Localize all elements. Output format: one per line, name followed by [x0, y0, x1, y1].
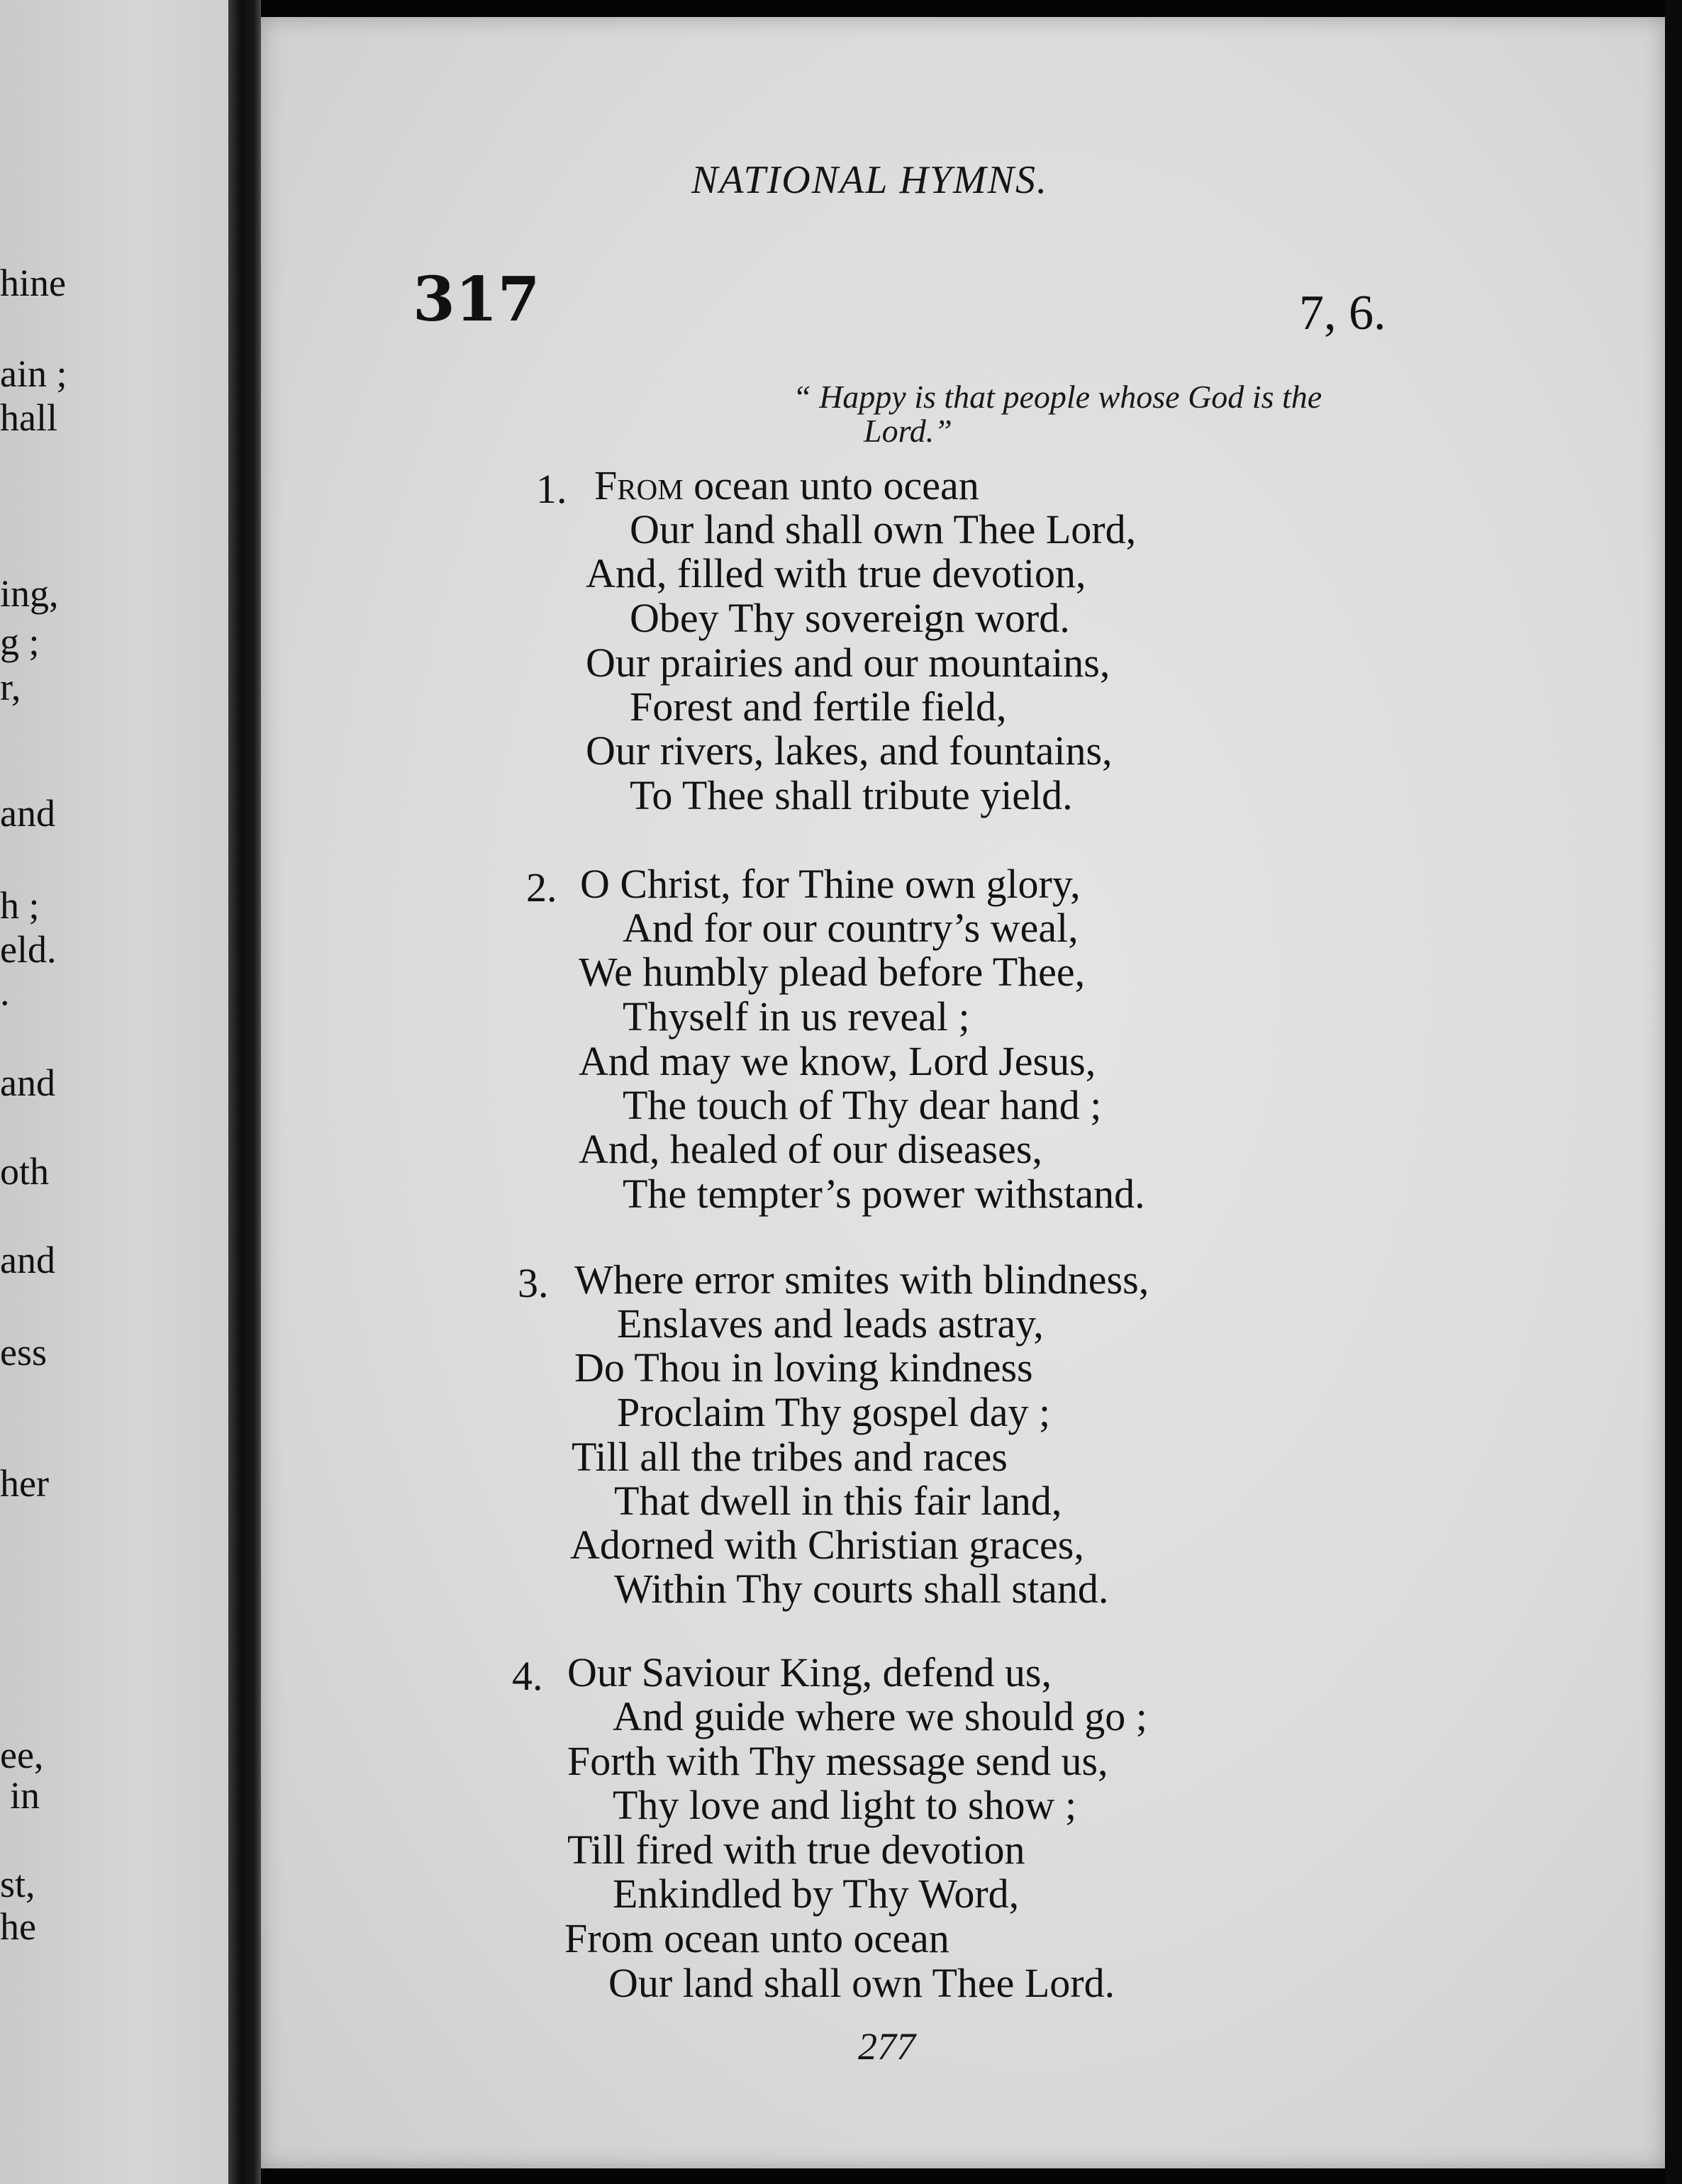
- running-head: NATIONAL HYMNS.: [691, 158, 1048, 202]
- verse-line: And, filled with true devotion,: [586, 550, 1086, 596]
- verse-lead-word: From: [594, 462, 684, 508]
- verse-number: 1.: [536, 466, 567, 512]
- verse-line: And for our country’s weal,: [623, 905, 1079, 951]
- verse-line: Adorned with Christian graces,: [570, 1522, 1084, 1568]
- left-page-edge: [0, 0, 228, 2184]
- verse-line: Thy love and light to show ;: [613, 1782, 1077, 1828]
- verse-line-text: ocean unto ocean: [683, 462, 979, 508]
- verse-line: Our prairies and our mountains,: [586, 640, 1110, 686]
- left-fragment: h ;: [0, 884, 40, 927]
- left-fragment: he: [0, 1905, 36, 1948]
- left-fragment: hall: [0, 396, 57, 439]
- verse-line: Enkindled by Thy Word,: [613, 1871, 1020, 1917]
- left-fragment: and: [0, 792, 55, 835]
- verse-line: Our Saviour King, defend us,: [567, 1649, 1052, 1695]
- verse-line: The touch of Thy dear hand ;: [623, 1082, 1102, 1128]
- meter: 7, 6.: [1299, 286, 1386, 340]
- epigraph-line-1: “ Happy is that people whose God is the: [793, 379, 1322, 415]
- left-fragment: in: [10, 1774, 40, 1817]
- verse-line: Our land shall own Thee Lord.: [608, 1960, 1115, 2006]
- verse-line: Till all the tribes and races: [572, 1434, 1008, 1480]
- epigraph-line-2: Lord.”: [864, 413, 952, 450]
- verse-line: The tempter’s power withstand.: [623, 1171, 1145, 1217]
- left-fragment: her: [0, 1462, 49, 1505]
- verse-line: Within Thy courts shall stand.: [614, 1566, 1109, 1612]
- verse-line: From ocean unto ocean: [564, 1915, 949, 1961]
- left-fragment: oth: [0, 1150, 50, 1193]
- verse-number: 2.: [526, 864, 557, 910]
- hymn-number: 317: [413, 264, 540, 335]
- verse-line: And may we know, Lord Jesus,: [579, 1038, 1096, 1084]
- verse-number: 3.: [518, 1260, 549, 1306]
- epigraph: [793, 380, 1431, 449]
- verse-line: And guide where we should go ;: [613, 1693, 1147, 1739]
- verse-line: Forest and fertile field,: [630, 684, 1007, 730]
- verse-number: 4.: [512, 1653, 543, 1699]
- left-fragment: and: [0, 1062, 55, 1104]
- left-fragment: ee,: [0, 1734, 44, 1776]
- left-fragment: ain ;: [0, 352, 67, 395]
- left-fragment: eld.: [0, 928, 57, 971]
- left-fragment: and: [0, 1239, 55, 1281]
- page-edge-shadow: [1665, 0, 1682, 2184]
- verse-line: And, healed of our diseases,: [579, 1126, 1042, 1172]
- verse-line: Obey Thy sovereign word.: [630, 595, 1070, 641]
- verse-line: Forth with Thy message send us,: [567, 1738, 1108, 1784]
- verse-line: [594, 462, 979, 508]
- verse-line: Thyself in us reveal ;: [623, 993, 970, 1040]
- verse-line: O Christ, for Thine own glory,: [580, 861, 1081, 907]
- left-fragment: .: [0, 971, 10, 1013]
- left-fragment: st,: [0, 1863, 35, 1905]
- verse-line: To Thee shall tribute yield.: [630, 772, 1073, 818]
- verse-line: Where error smites with blindness,: [574, 1257, 1149, 1303]
- left-fragment: r,: [0, 666, 21, 708]
- verse-line: Our rivers, lakes, and fountains,: [586, 728, 1113, 774]
- left-fragment: hine: [0, 262, 66, 304]
- verse-line: We humbly plead before Thee,: [579, 949, 1086, 995]
- verse-line: Till fired with true devotion: [567, 1827, 1025, 1873]
- left-fragment: ing,: [0, 572, 59, 615]
- verse-line: Proclaim Thy gospel day ;: [617, 1389, 1051, 1435]
- left-fragment: g ;: [0, 620, 40, 663]
- book-spine: [228, 0, 261, 2184]
- page-number: 277: [858, 2025, 915, 2068]
- left-fragment: ess: [0, 1331, 47, 1374]
- verse-line: Enslaves and leads astray,: [617, 1300, 1044, 1347]
- verse-line: Our land shall own Thee Lord,: [630, 506, 1137, 552]
- verse-line: That dwell in this fair land,: [614, 1478, 1062, 1524]
- verse-line: Do Thou in loving kindness: [574, 1344, 1033, 1391]
